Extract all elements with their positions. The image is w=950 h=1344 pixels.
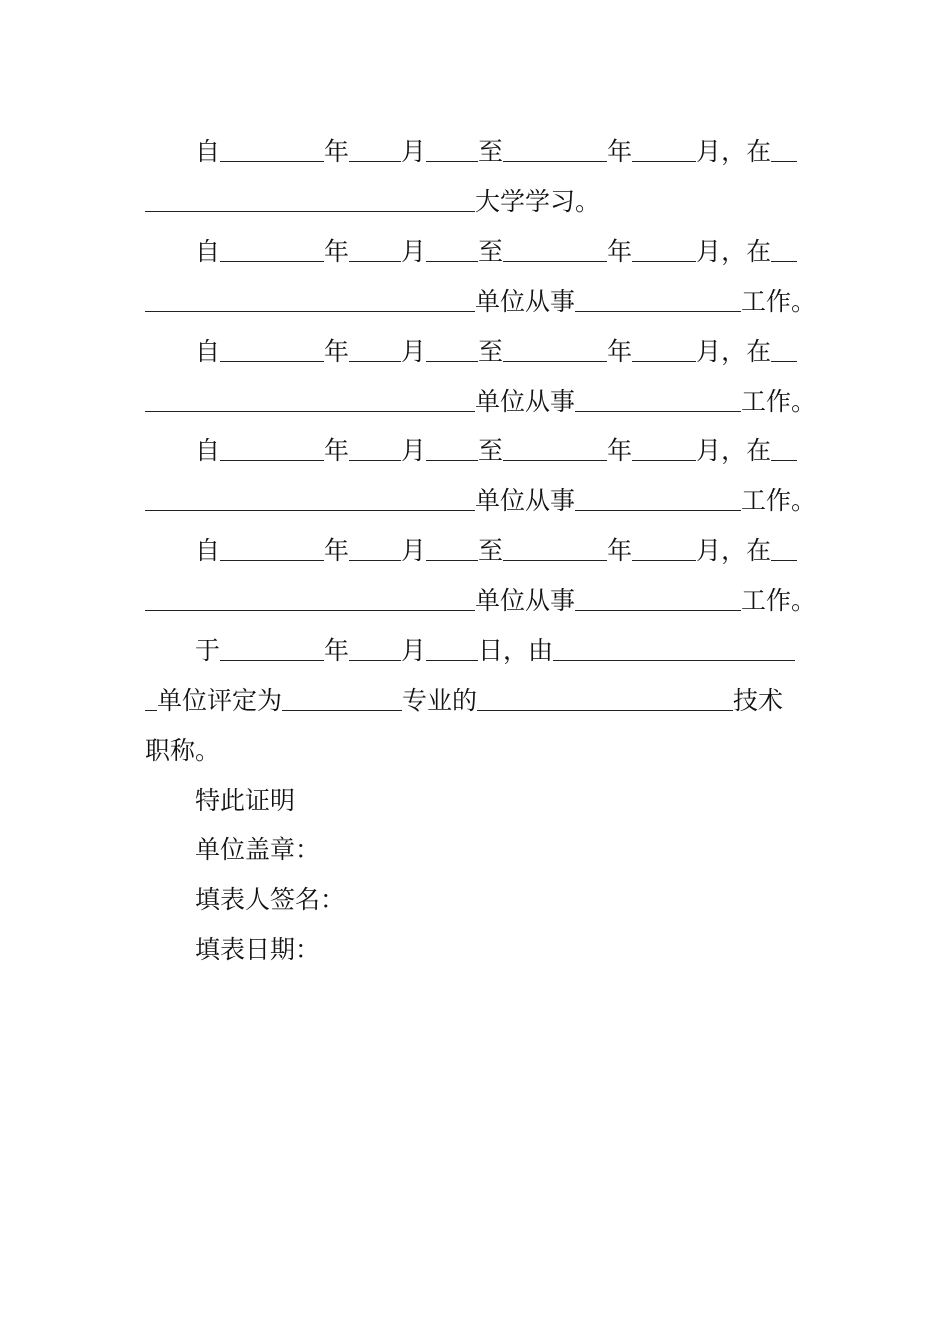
start-month-blank[interactable] xyxy=(349,160,401,162)
label-month-at: 月，在 xyxy=(696,536,772,565)
label-major-of: 专业的 xyxy=(402,686,478,715)
unit-blank-start[interactable] xyxy=(771,559,797,561)
eval-day-blank[interactable] xyxy=(426,659,478,661)
unit-blank-start[interactable] xyxy=(771,459,797,461)
label-unit-engaged: 单位从事 xyxy=(475,586,576,615)
school-name-blank[interactable] xyxy=(145,210,475,212)
work-line-1 xyxy=(195,228,808,268)
seal-line xyxy=(195,826,808,866)
label-from: 自 xyxy=(195,337,221,366)
start-year-blank[interactable] xyxy=(220,260,324,262)
major-blank[interactable] xyxy=(282,709,402,711)
label-year: 年 xyxy=(324,337,350,366)
label-from: 自 xyxy=(195,536,221,565)
end-month-blank[interactable] xyxy=(632,559,696,561)
label-unit-engaged: 单位从事 xyxy=(475,387,576,416)
label-day-by: 日，由 xyxy=(478,636,554,665)
label-month-at: 月，在 xyxy=(696,137,772,166)
label-to: 至 xyxy=(478,237,504,266)
label-unit-engaged: 单位从事 xyxy=(475,287,576,316)
label-year: 年 xyxy=(324,137,350,166)
signer-line xyxy=(195,876,808,916)
evaluation-line-1 xyxy=(195,627,808,667)
label-certify: 特此证明 xyxy=(195,786,296,815)
label-month: 月 xyxy=(401,137,427,166)
unit-blank-start[interactable] xyxy=(771,260,797,262)
label-month: 月 xyxy=(401,536,427,565)
label-university-study: 大学学习。 xyxy=(475,187,601,216)
label-signer: 填表人签名： xyxy=(195,885,346,914)
label-month: 月 xyxy=(401,436,427,465)
start-year-blank[interactable] xyxy=(220,160,324,162)
label-work-end: 工作。 xyxy=(741,586,817,615)
start-month-blank[interactable] xyxy=(349,559,401,561)
label-from: 自 xyxy=(195,137,221,166)
label-to: 至 xyxy=(478,536,504,565)
label-to: 至 xyxy=(478,137,504,166)
label-year2: 年 xyxy=(607,536,633,565)
unit-name-blank[interactable] xyxy=(145,609,475,611)
label-month: 月 xyxy=(401,337,427,366)
gap-blank[interactable] xyxy=(426,260,478,262)
eval-unit-blank-end[interactable] xyxy=(145,709,157,711)
label-title-end: 职称。 xyxy=(145,736,221,765)
end-month-blank[interactable] xyxy=(632,260,696,262)
end-month-blank[interactable] xyxy=(632,459,696,461)
label-year2: 年 xyxy=(607,237,633,266)
end-year-blank[interactable] xyxy=(503,260,607,262)
label-year2: 年 xyxy=(607,337,633,366)
label-seal: 单位盖章： xyxy=(195,835,321,864)
label-to: 至 xyxy=(478,337,504,366)
label-unit-engaged: 单位从事 xyxy=(475,486,576,515)
unit-name-blank[interactable] xyxy=(145,410,475,412)
label-work-end: 工作。 xyxy=(741,486,817,515)
end-year-blank[interactable] xyxy=(503,459,607,461)
end-year-blank[interactable] xyxy=(503,160,607,162)
work-line-3b xyxy=(145,477,817,517)
label-from: 自 xyxy=(195,237,221,266)
label-at: 于 xyxy=(195,636,221,665)
job-blank[interactable] xyxy=(575,509,741,511)
start-year-blank[interactable] xyxy=(220,459,324,461)
label-month-at: 月，在 xyxy=(696,237,772,266)
start-month-blank[interactable] xyxy=(349,260,401,262)
job-blank[interactable] xyxy=(575,609,741,611)
label-work-end: 工作。 xyxy=(741,387,817,416)
eval-year-blank[interactable] xyxy=(220,659,324,661)
gap-blank[interactable] xyxy=(426,160,478,162)
end-month-blank[interactable] xyxy=(632,360,696,362)
label-year2: 年 xyxy=(607,137,633,166)
work-line-4b xyxy=(145,577,817,617)
title-blank[interactable] xyxy=(477,709,733,711)
gap-blank[interactable] xyxy=(426,559,478,561)
job-blank[interactable] xyxy=(575,410,741,412)
evaluation-line-3 xyxy=(145,727,808,767)
label-month-at: 月，在 xyxy=(696,436,772,465)
label-from: 自 xyxy=(195,436,221,465)
end-year-blank[interactable] xyxy=(503,559,607,561)
start-month-blank[interactable] xyxy=(349,459,401,461)
evaluation-line-2 xyxy=(145,677,808,717)
label-month: 月 xyxy=(401,237,427,266)
unit-name-blank[interactable] xyxy=(145,310,475,312)
certify-line xyxy=(195,777,808,817)
label-year: 年 xyxy=(324,237,350,266)
start-year-blank[interactable] xyxy=(220,559,324,561)
eval-month-blank[interactable] xyxy=(349,659,401,661)
label-year: 年 xyxy=(324,636,350,665)
label-year: 年 xyxy=(324,536,350,565)
end-year-blank[interactable] xyxy=(503,360,607,362)
study-line-1 xyxy=(195,128,808,168)
label-month-at: 月，在 xyxy=(696,337,772,366)
work-line-4 xyxy=(195,527,808,567)
school-blank-start[interactable] xyxy=(771,160,797,162)
work-line-1b xyxy=(145,278,817,318)
label-unit-rated: 单位评定为 xyxy=(157,686,283,715)
unit-name-blank[interactable] xyxy=(145,509,475,511)
end-month-blank[interactable] xyxy=(632,160,696,162)
study-line-2 xyxy=(145,178,808,218)
eval-unit-blank[interactable] xyxy=(553,659,795,661)
start-year-blank[interactable] xyxy=(220,360,324,362)
start-month-blank[interactable] xyxy=(349,360,401,362)
work-line-3 xyxy=(195,427,808,467)
date-line xyxy=(195,926,808,966)
job-blank[interactable] xyxy=(575,310,741,312)
label-year2: 年 xyxy=(607,436,633,465)
label-fill-date: 填表日期： xyxy=(195,935,321,964)
label-month: 月 xyxy=(401,636,427,665)
gap-blank[interactable] xyxy=(426,360,478,362)
label-to: 至 xyxy=(478,436,504,465)
gap-blank[interactable] xyxy=(426,459,478,461)
label-year: 年 xyxy=(324,436,350,465)
work-line-2 xyxy=(195,328,808,368)
unit-blank-start[interactable] xyxy=(771,360,797,362)
label-technical: 技术 xyxy=(733,686,784,715)
work-line-2b xyxy=(145,378,817,418)
label-work-end: 工作。 xyxy=(741,287,817,316)
